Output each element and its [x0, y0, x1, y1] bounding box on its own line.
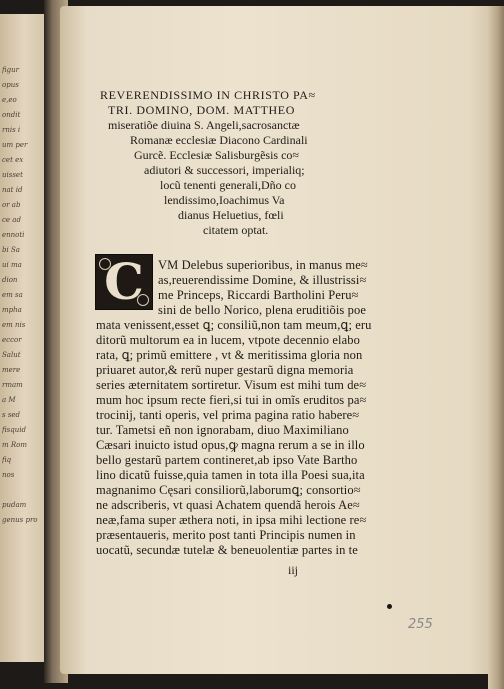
left-page-line: um per	[2, 141, 28, 149]
left-page-line: ennoti	[2, 231, 25, 239]
left-page-line: rnis i	[2, 126, 21, 134]
body-line: ditorũ multorum ea in lucem, vtpote decennio elabo	[96, 333, 360, 347]
heading-line: miseratiõe diuina S. Angeli,sacrosanctæ	[108, 118, 300, 132]
initial-letter: C	[104, 254, 144, 310]
left-page-line: em nis	[2, 321, 26, 329]
left-page-line: m Rom	[2, 441, 27, 449]
heading-line: REVERENDISSIMO IN CHRISTO PA≈	[100, 88, 316, 102]
body-line: rata, ꝗ; primũ emittere , vt & meritissima gloria non	[96, 348, 363, 362]
body-line: Cæsari inuicto istud opus,ꝙ magna rerum a se in illo	[96, 438, 365, 452]
left-page-line: ondit	[2, 111, 21, 119]
left-page-line: e,eo	[2, 96, 17, 104]
heading-line: Romanæ ecclesiæ Diacono Cardinali	[130, 133, 308, 147]
body-line: mata venissent,esset ꝗ; consiliũ,non tam meum,ꝗ; eru	[96, 318, 372, 332]
ornament-flourish	[137, 294, 149, 306]
left-page-edge	[0, 14, 44, 662]
body-line: sini de bello Norico, plena eruditiõis poe	[158, 303, 366, 317]
body-line: mum hoc ipsum recte fieri,si tui in omĩs eruditos pa≈	[96, 393, 367, 407]
pencil-folio-number: 255	[408, 617, 433, 632]
page-fore-edge	[488, 6, 504, 689]
body-line: series æternitatem sortiretur. Visum est mihi tum de≈	[96, 378, 367, 392]
left-page-line: genus pro	[2, 516, 38, 524]
left-page-line: s sed	[2, 411, 21, 419]
heading-line: TRI. DOMINO, DOM. MATTHEO	[108, 103, 295, 117]
left-page-line: figur	[2, 66, 20, 74]
left-page-line: or ab	[2, 201, 21, 209]
body-line: trocinij, tanti operis, vel prima pagina ratio habere≈	[96, 408, 360, 422]
left-page-line: fiq	[2, 456, 12, 464]
heading-line: lendissimo,Ioachimus Va	[164, 193, 285, 207]
left-page-line: Salut	[2, 351, 21, 359]
left-page-line: bi Sa	[2, 246, 20, 254]
left-page-line: dion	[2, 276, 18, 284]
ink-dot	[387, 604, 392, 609]
body-line: priuaret autor,& rerũ nuper gestarũ digna memoria	[96, 363, 354, 377]
left-page-line: fisquid	[2, 426, 26, 434]
left-page-line: rmam	[2, 381, 23, 389]
left-page-line: cet ex	[2, 156, 24, 164]
body-line: neæ,fama super æthera noti, in ipsa mihi lectione re≈	[96, 513, 367, 527]
left-page-line: a M	[2, 396, 16, 404]
heading-line: adiutori & successori, imperialiq;	[144, 163, 305, 177]
body-line: bello gestarũ partem contineret,ab ipso Vate Bartho	[96, 453, 358, 467]
body-line: tur. Tametsi eñ non ignorabam, diuo Maximiliano	[96, 423, 349, 437]
signature-mark: iij	[288, 563, 299, 577]
heading-line: Gurcẽ. Ecclesiæ Salisburgẽsis co≈	[134, 148, 299, 162]
left-page-line: opus	[2, 81, 19, 89]
heading-line: locũ tenenti generali,Dño co	[160, 178, 296, 192]
body-line: ne adscriberis, vt quasi Achatem quendã herois Ae≈	[96, 498, 360, 512]
body-line: magnanimo Cęsari consiliorũ,laborumꝗ; consortio≈	[96, 483, 361, 497]
left-page-line: ce ad	[2, 216, 21, 224]
heading-line: dianus Heluetius, fœli	[178, 208, 284, 222]
body-line: præsentaueris, merito post tanti Principis numen in	[96, 528, 356, 542]
body-line: as,reuerendissime Domine, & illustrissi≈	[158, 273, 367, 287]
heading-line: citatem optat.	[203, 223, 269, 237]
body-line: me Princeps, Riccardi Bartholini Peru≈	[158, 288, 359, 302]
left-page-line: nat id	[2, 186, 23, 194]
ornament-flourish	[99, 258, 111, 270]
left-page-line: mere	[2, 366, 21, 374]
left-page-line: nos	[2, 471, 15, 479]
left-page-line: uisset	[2, 171, 23, 179]
decorated-initial	[95, 254, 153, 310]
left-page-line: mpha	[2, 306, 22, 314]
body-line: VM Delebus superioribus, in manus me≈	[158, 258, 368, 272]
body-line: lino dicatũ fuisse,quia tamen in tota illa Poesi sua,ita	[96, 468, 365, 482]
left-page-line: em sa	[2, 291, 23, 299]
left-page-line: pudam	[2, 501, 27, 509]
left-page-line: ui ma	[2, 261, 22, 269]
left-page-line: eccor	[2, 336, 22, 344]
body-line: uocatũ, secundæ tutelæ & beneuolentiæ partes in te	[96, 543, 358, 557]
